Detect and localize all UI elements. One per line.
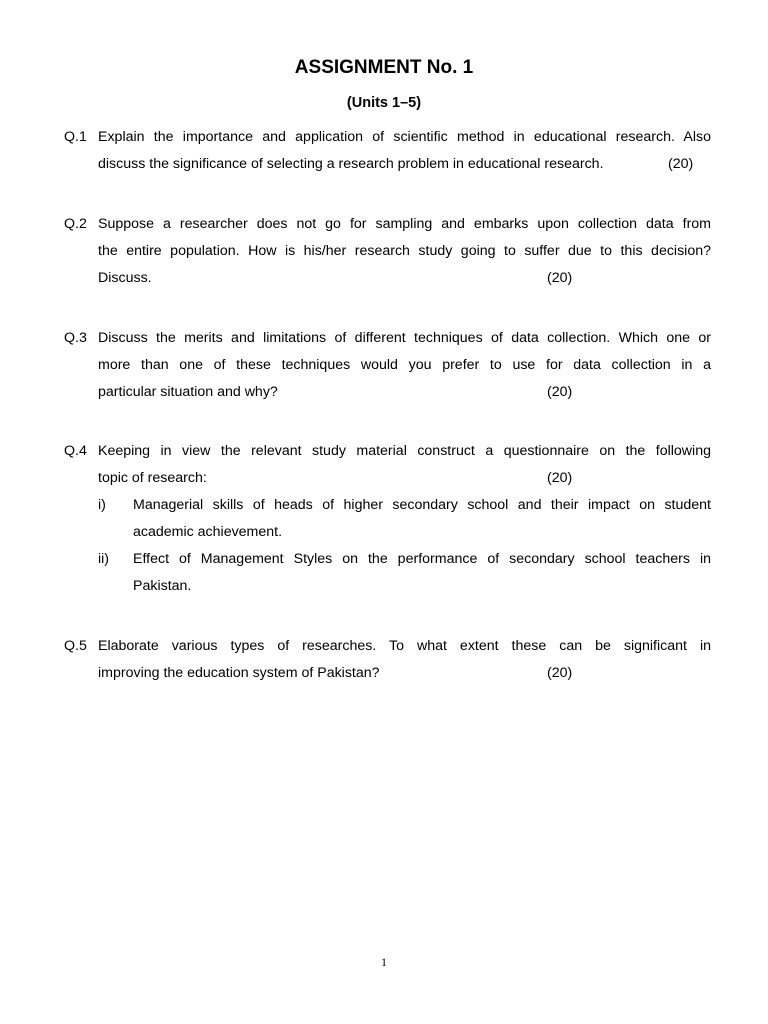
question-text bbox=[98, 211, 711, 292]
sub-item-line: Managerial skills of heads of higher secondary school and their impact on student bbox=[133, 497, 711, 513]
question-1 bbox=[64, 124, 711, 178]
question-number: Q.1 bbox=[64, 129, 87, 145]
question-number: Q.5 bbox=[64, 638, 87, 654]
page-number: 1 bbox=[381, 955, 387, 969]
sub-item-number: ii) bbox=[98, 551, 110, 567]
question-line: Discuss. bbox=[98, 270, 152, 286]
question-marks: (20) bbox=[547, 384, 573, 400]
question-line: Elaborate various types of researches. To what extent these can be significant in bbox=[98, 638, 711, 654]
sub-item-text bbox=[133, 546, 711, 600]
sub-item-number: i) bbox=[98, 497, 106, 513]
question-line: Suppose a researcher does not go for sampling and embarks upon collection data from bbox=[98, 216, 711, 232]
page-title: ASSIGNMENT No. 1 bbox=[294, 57, 474, 78]
sub-item-line: Pakistan. bbox=[133, 578, 192, 594]
question-marks: (20) bbox=[547, 470, 573, 486]
sub-item-line: academic achievement. bbox=[133, 524, 283, 540]
sub-item-2 bbox=[98, 546, 711, 600]
question-line: the entire population. How is his/her research study going to suffer due to this decision? bbox=[98, 243, 711, 259]
page-subtitle: (Units 1–5) bbox=[346, 95, 422, 111]
question-line: particular situation and why? bbox=[98, 384, 278, 400]
question-marks: (20) bbox=[668, 156, 694, 172]
question-text bbox=[98, 438, 711, 492]
question-line: Discuss the merits and limitations of different techniques of data collection. Which one or bbox=[98, 330, 711, 346]
sub-item-text bbox=[133, 492, 711, 546]
question-marks: (20) bbox=[547, 665, 573, 681]
question-line: Explain the importance and application of scientific method in educational research. Also bbox=[98, 129, 711, 145]
question-line: topic of research: bbox=[98, 470, 207, 486]
question-number: Q.2 bbox=[64, 216, 87, 232]
question-text bbox=[98, 633, 711, 687]
question-3 bbox=[64, 325, 711, 406]
sub-item-line: Effect of Management Styles on the performance of secondary school teachers in bbox=[133, 551, 711, 567]
question-line: improving the education system of Pakistan? bbox=[98, 665, 380, 681]
question-text bbox=[98, 124, 711, 178]
question-line: discuss the significance of selecting a research problem in educational research. bbox=[98, 156, 604, 172]
question-4 bbox=[64, 438, 711, 600]
question-text bbox=[98, 325, 711, 406]
question-number: Q.4 bbox=[64, 443, 87, 459]
question-5 bbox=[64, 633, 711, 687]
sub-item-1 bbox=[98, 492, 711, 546]
question-2 bbox=[64, 211, 711, 292]
question-line: Keeping in view the relevant study material construct a questionnaire on the following bbox=[98, 443, 711, 459]
question-marks: (20) bbox=[547, 270, 573, 286]
question-number: Q.3 bbox=[64, 330, 87, 346]
question-line: more than one of these techniques would you prefer to use for data collection in a bbox=[98, 357, 711, 373]
